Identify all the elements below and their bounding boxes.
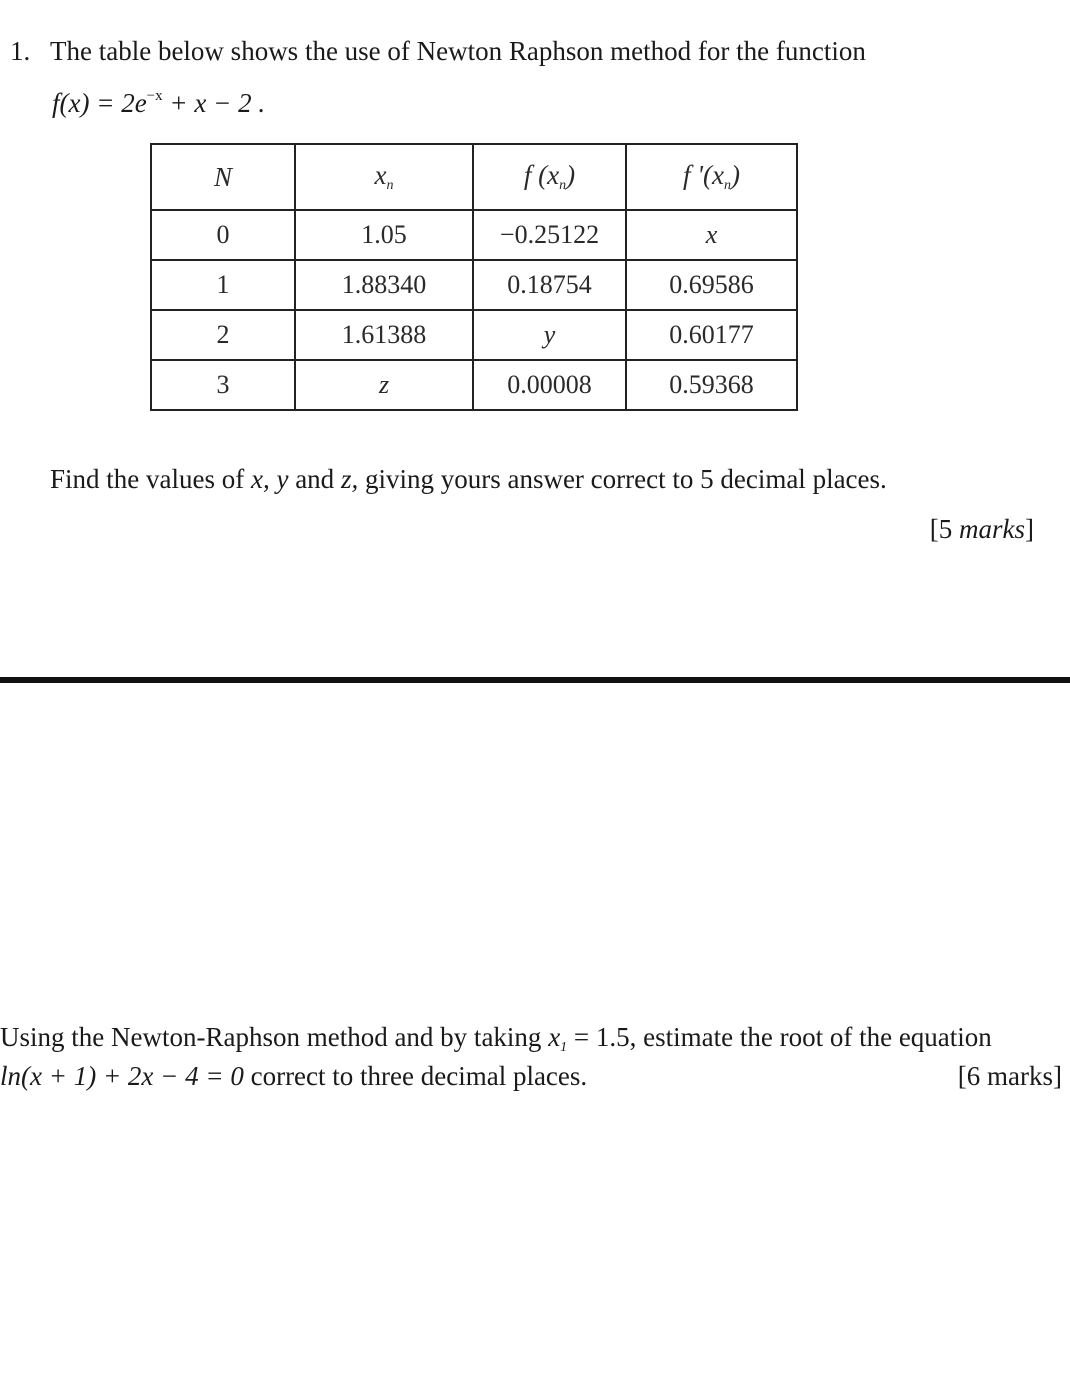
cell-n: 2 bbox=[151, 310, 295, 360]
section-divider bbox=[0, 677, 1070, 683]
table-row bbox=[151, 210, 797, 260]
cell-n: 0 bbox=[151, 210, 295, 260]
question-2-marks: [6 marks] bbox=[957, 1061, 1062, 1091]
function-lhs: f(x) = 2e bbox=[52, 88, 147, 118]
header-n: N bbox=[151, 144, 295, 210]
function-definition bbox=[52, 88, 265, 119]
cell-n: 3 bbox=[151, 360, 295, 410]
question-1-instruction: Find the values of x, y and z, giving yours answer correct to 5 decimal places. bbox=[50, 464, 887, 494]
question-2-line-2: ln(x + 1) + 2x − 4 = 0 correct to three decimal places. bbox=[0, 1061, 588, 1091]
newton-raphson-table bbox=[150, 143, 798, 411]
cell-n: 1 bbox=[151, 260, 295, 310]
cell-fprime-xn: 0.59368 bbox=[626, 360, 797, 410]
cell-fprime-xn: 0.69586 bbox=[626, 260, 797, 310]
function-exponent: −x bbox=[146, 88, 163, 104]
header-f-xn: f $(x_n)$ bbox=[473, 144, 626, 210]
table-row bbox=[151, 260, 797, 310]
cell-xn: 1.61388 bbox=[295, 310, 473, 360]
cell-unknown-y: y bbox=[473, 310, 626, 360]
cell-f-xn: 0.00008 bbox=[473, 360, 626, 410]
question-1-marks: [5 marks] bbox=[929, 514, 1034, 544]
question-number: 1. bbox=[10, 36, 31, 66]
question-1-intro bbox=[10, 36, 866, 67]
header-fprime-xn: f '$(x_n)$ bbox=[626, 144, 797, 210]
cell-fprime-xn: 0.60177 bbox=[626, 310, 797, 360]
cell-unknown-z: z bbox=[295, 360, 473, 410]
cell-xn: 1.05 bbox=[295, 210, 473, 260]
table-row bbox=[151, 360, 797, 410]
cell-f-xn: −0.25122 bbox=[473, 210, 626, 260]
equation: ln(x + 1) + 2x − 4 = 0 bbox=[0, 1061, 244, 1091]
question-intro-text: The table below shows the use of Newton Raphson method for the function bbox=[50, 36, 866, 66]
question-2-line-1: Using the Newton-Raphson method and by taking $x_1 = 1.5$, estimate the root of the equation bbox=[0, 1022, 992, 1055]
function-rhs: + x − 2 . bbox=[162, 88, 266, 118]
header-xn: $x_n$ bbox=[295, 144, 473, 210]
table-header-row bbox=[151, 144, 797, 210]
cell-xn: 1.88340 bbox=[295, 260, 473, 310]
table-row bbox=[151, 310, 797, 360]
cell-f-xn: 0.18754 bbox=[473, 260, 626, 310]
cell-unknown-x: x bbox=[626, 210, 797, 260]
